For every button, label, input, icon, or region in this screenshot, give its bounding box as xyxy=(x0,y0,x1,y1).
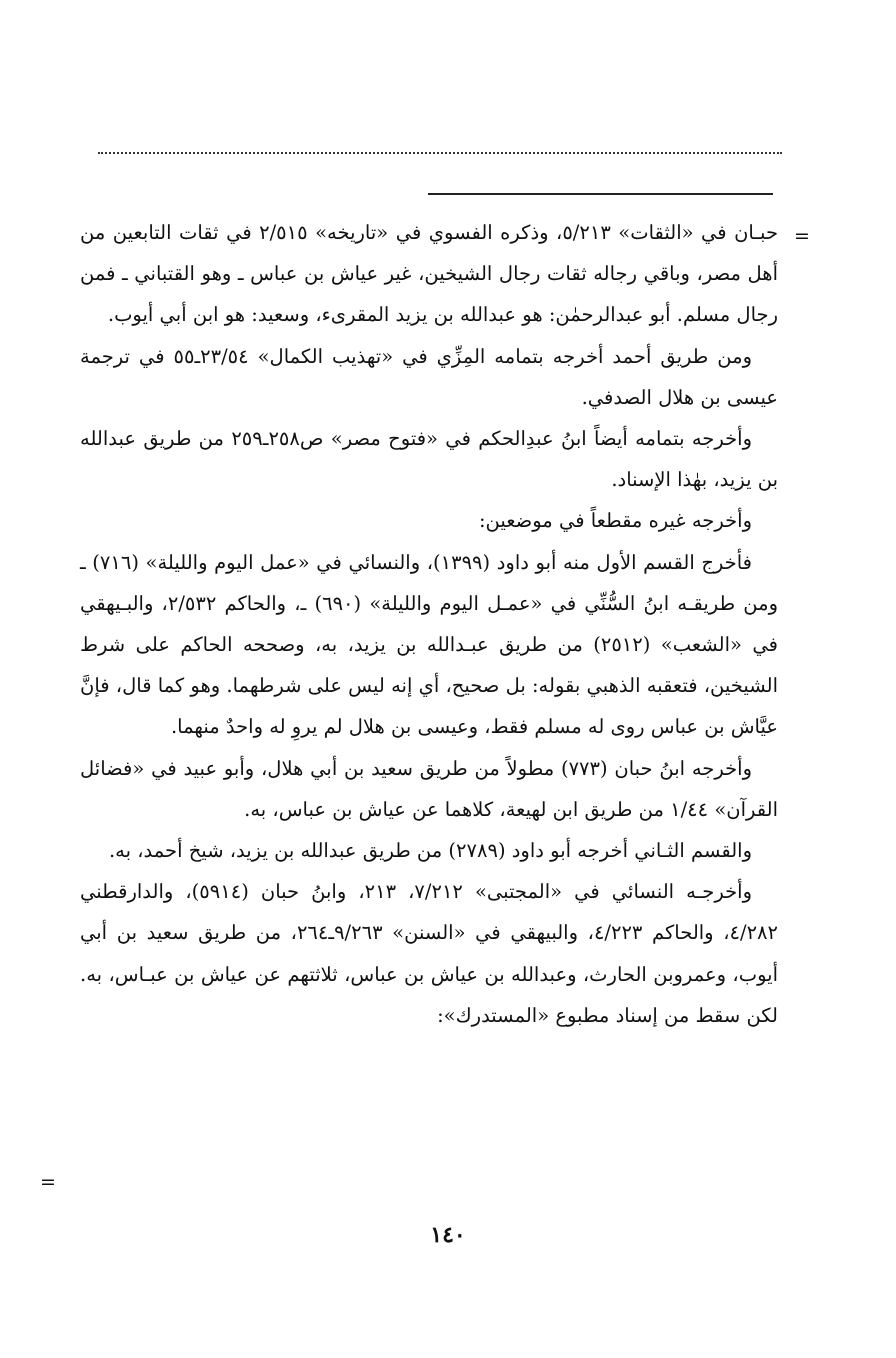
paragraph-8: وأخرجـه النسائي في «المجتبى» ٧/٢١٢، ٢١٣، وابنُ حبان (٥٩١٤)، والدارقطني ٤/٢٨٢، والحاكم ٤/٢٢٣، والبيهقي في «السنن» ٩/٢٦٣ـ٢٦٤، من طريق سعيد بن أبي أيوب، وعمروبن الحارث، وعبدالله بن عياش بن عباس، ثلاثتهم عن عياش بن عبـاس، به. لكن سقط من إسناد مطبوع «المستدرك»: xyxy=(80,880,778,1027)
paragraph-7: والقسم الثـاني أخرجه أبو داود (٢٧٨٩) من طريق عبدالله بن يزيد، شيخ أحمد، به. xyxy=(108,839,752,863)
paragraph-2: ومن طريق أحمد أخرجه بتمامه المِزِّي في «تهذيب الكمال» ٢٣/٥٤ـ٥٥ في ترجمة عيسى بن هلال الصدفي. xyxy=(80,344,778,409)
page-number: ١٤٠ xyxy=(430,1222,466,1248)
continuation-mark-top: = xyxy=(794,225,810,247)
paragraph-4: وأخرجه غيره مقطعاً في موضعين: xyxy=(478,509,752,533)
footnote-rule xyxy=(428,193,773,195)
paragraph-5: فأخرج القسم الأول منه أبو داود (١٣٩٩)، والنسائي في «عمل اليوم والليلة» (٧١٦) ـ ومن طريقـه ابنُ السُّنِّي في «عمـل اليوم والليلة» (٦٩٠) ـ، والحاكم ٢/٥٣٢، والبـيهقي في «الشعب» (٢٥١٢) من طريق عبـدالله بن يزيد، به، وصححه الحاكم على شرط الشيخين، فتعقبه الذهبي بقوله: بل صحيح، أي إنه ليس على شرطهما. وهو كما قال، فإنَّ عيَّاش بن عباس روى له مسلم فقط، وعيسى بن هلال لم يروِ له واحدٌ منهما. xyxy=(80,550,778,739)
footnote-dotted-separator xyxy=(98,152,782,154)
paragraph-3: وأخرجه بتمامه أيضاً ابنُ عبدِالحكم في «فتوح مصر» ص٢٥٨ـ٢٥٩ من طريق عبدالله بن يزيد، بهٰذا الإسناد. xyxy=(80,427,778,492)
footnote-text xyxy=(80,212,778,1036)
paragraph-6: وأخرجه ابنُ حبان (٧٧٣) مطولاً من طريق سعيد بن أبي هلال، وأبو عبيد في «فضائل القرآن» ١/٤٤ من طريق ابن لهيعة، كلاهما عن عياش بن عباس، به. xyxy=(80,756,778,821)
paragraph-1: حبـان في «الثقات» ٥/٢١٣، وذكره الفسوي في «تاريخه» ٢/٥١٥ في ثقات التابعين من أهل مصر، وباقي رجاله ثقات رجال الشيخين، غير عياش بن عباس ـ وهو القتباني ـ فمن رجال مسلم. أبو عبدالرحمٰن: هو عبدالله بن يزيد المقرىء، وسعيد: هو ابن أبي أيوب. xyxy=(80,221,778,327)
continuation-mark-bottom: = xyxy=(40,1171,56,1193)
